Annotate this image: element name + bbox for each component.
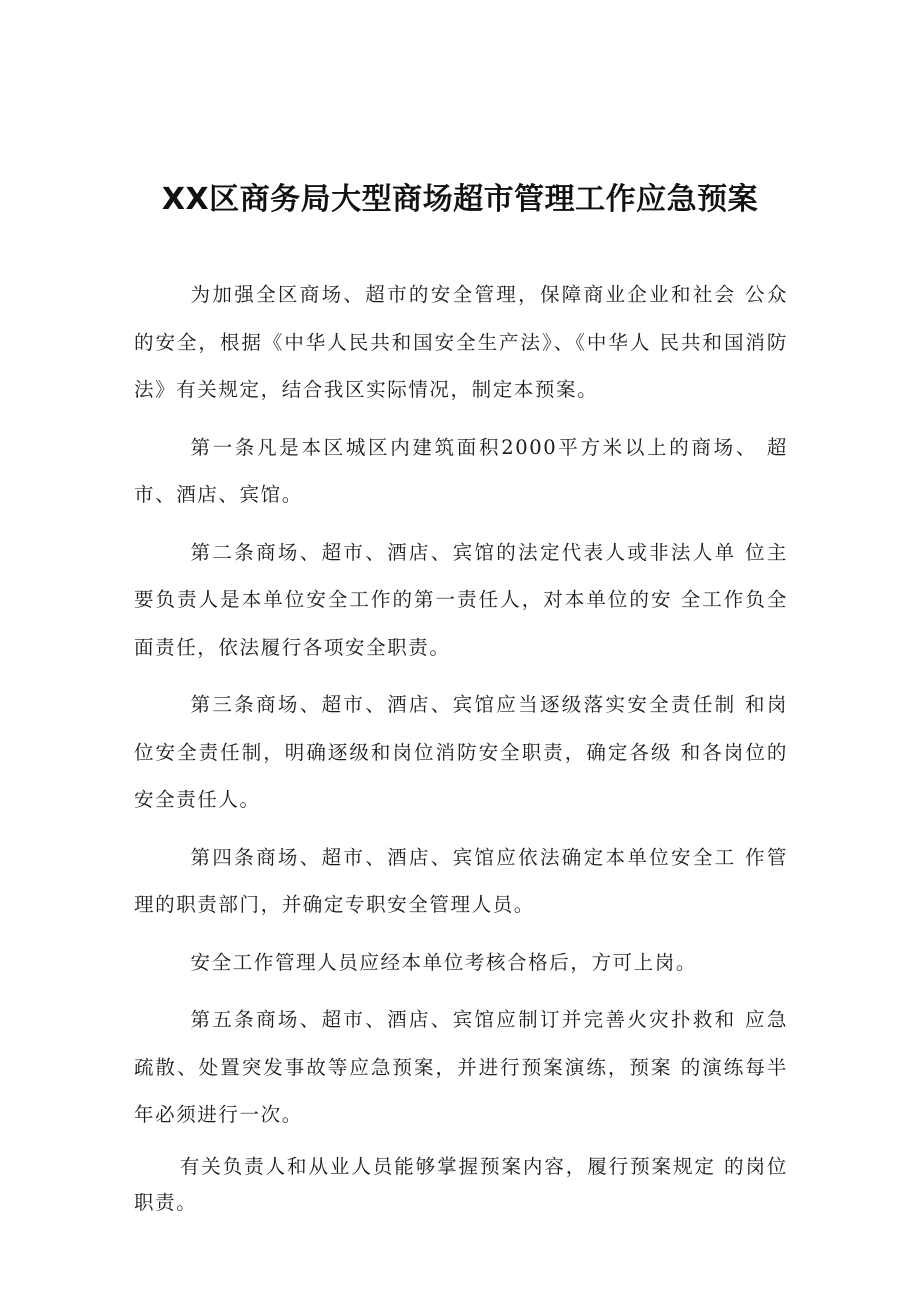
document-body	[134, 271, 788, 1231]
paragraph-article-4-note: 安全工作管理人员应经本单位考核合格后，方可上岗。	[190, 950, 697, 974]
paragraph-article-2: 第二条商场、超市、酒店、宾馆的法定代表人或非法人单 位主要负责人是本单位安全工作的第一责任人，对本单位的安 全工作负全面责任，依法履行各项安全职责。	[134, 540, 788, 659]
paragraph-intro: 为加强全区商场、超市的安全管理，保障商业企业和社会 公众的安全，根据《中华人民共和国安全生产法》、《中华人 民共和国消防法》有关规定，结合我区实际情况，制定本预案。	[134, 283, 788, 401]
paragraph-article-3: 第三条商场、超市、酒店、宾馆应当逐级落实安全责任制 和岗位安全责任制，明确逐级和岗位消防安全职责，确定各级 和各岗位的安全责任人。	[134, 693, 788, 811]
paragraph-article-5-note: 有关负责人和从业人员能够掌握预案内容，履行预案规定 的岗位职责。	[134, 1154, 788, 1214]
paragraph-article-1: 第一条凡是本区城区内建筑面积2000平方米以上的商场、 超市、酒店、宾馆。	[134, 435, 788, 506]
document-title: XX区商务局大型商场超市管理工作应急预案	[161, 182, 759, 217]
paragraph-article-5: 第五条商场、超市、酒店、宾馆应制订并完善火灾扑救和 应急疏散、处置突发事故等应急预案，并进行预案演练，预案 的演练每半年必须进行一次。	[134, 1008, 788, 1126]
paragraph-article-4: 第四条商场、超市、酒店、宾馆应依法确定本单位安全工 作管理的职责部门，并确定专职安全管理人员。	[134, 845, 788, 916]
